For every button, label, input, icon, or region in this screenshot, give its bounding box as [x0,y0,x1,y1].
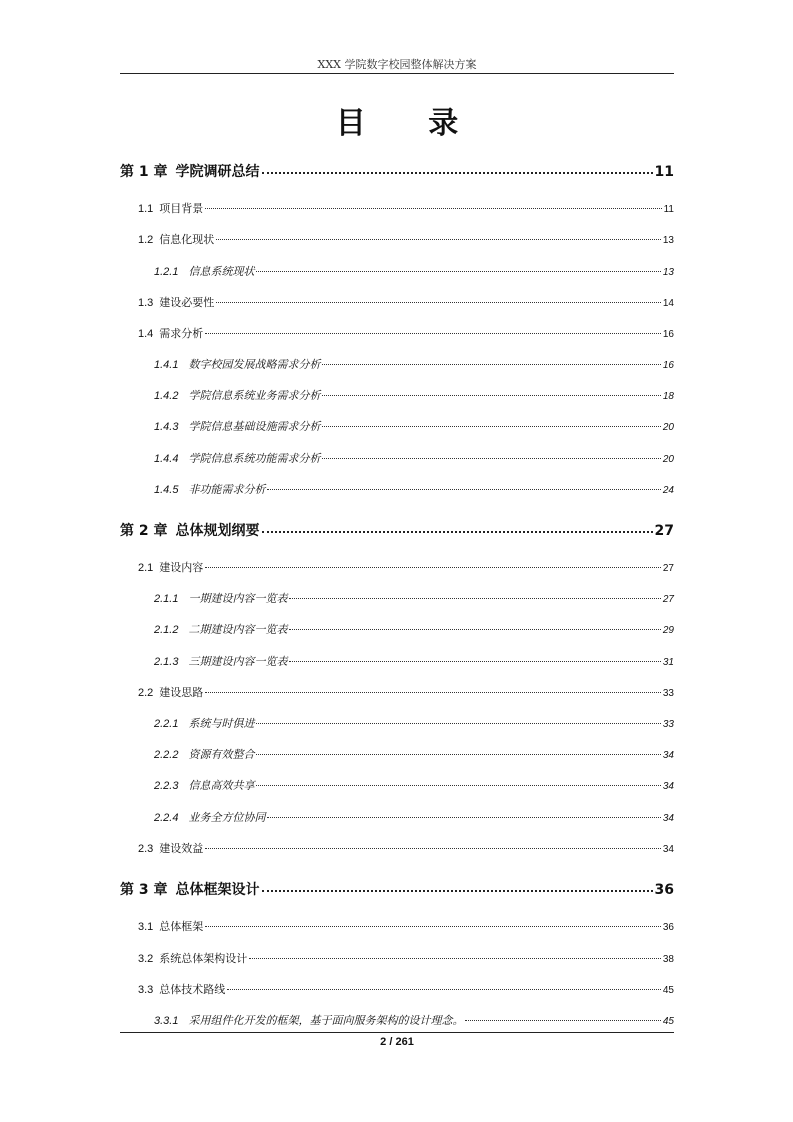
dot-leader [216,232,661,243]
toc-section-entry[interactable] [138,200,674,216]
toc-entry-label [154,746,254,762]
toc-entry-number: 1.4.5 [154,484,179,496]
toc-subsection-entry[interactable] [154,356,674,372]
page-header: XXX 学院数字校园整体解决方案 [317,58,477,71]
toc-entry-number: 1.4.2 [154,390,179,402]
toc-entry-label [154,1012,463,1028]
toc-entry-text: 建设必要性 [159,296,215,309]
toc-entry-label [138,981,225,997]
dot-leader [322,451,660,462]
toc-entry-page: 34 [662,750,674,761]
toc-section-entry[interactable] [138,294,674,310]
toc-entry-text: 总体规划纲要 [175,523,260,539]
toc-entry-number: 2.2 [138,687,154,699]
toc-entry-page: 45 [662,985,674,996]
toc-entry-text: 建设思路 [159,686,204,699]
toc-entry-label [154,481,265,497]
dot-leader [216,295,661,306]
toc-entry-page: 20 [662,422,674,433]
toc-entry-page: 38 [662,954,674,965]
toc-entry-page: 16 [662,329,674,340]
toc-entry-number: 2.1.2 [154,624,179,636]
toc-entry-page: 16 [662,360,674,371]
toc-entry-label [154,653,287,669]
toc-entry-page: 33 [662,688,674,699]
toc-entry-label [154,263,254,279]
toc-entry-page: 36 [654,882,674,898]
toc-entry-text: 数字校园发展战略需求分析 [188,358,321,371]
toc-chapter-entry[interactable] [120,879,674,899]
footer-divider [120,1032,674,1033]
toc-entry-text: 资源有效整合 [188,748,255,761]
toc-subsection-entry[interactable] [154,746,674,762]
toc-section-entry[interactable] [138,325,674,341]
toc-entry-text: 一期建设内容一览表 [188,592,288,605]
toc-entry-number: 2.1.3 [154,656,179,668]
toc-entry-page: 13 [662,235,674,246]
toc-entry-text: 学院信息系统功能需求分析 [188,452,321,465]
toc-entry-label [138,950,247,966]
toc-entry-number: 1.4.4 [154,453,179,465]
toc-entry-label [154,418,320,434]
toc-entry-label [138,231,214,247]
toc-entry-label [154,715,254,731]
toc-entry-number: 3.3 [138,984,154,996]
toc-entry-number: 1.1 [138,203,154,215]
toc-entry-number: 第 1 章 [120,164,168,180]
toc-entry-label [154,387,320,403]
dot-leader [289,654,660,665]
toc-entry-text: 总体框架 [159,920,204,933]
toc-entry-text: 信息化现状 [159,233,215,246]
dot-leader [267,810,660,821]
toc-subsection-entry[interactable] [154,450,674,466]
toc-subsection-entry[interactable] [154,715,674,731]
toc-entry-number: 3.1 [138,921,154,933]
toc-entry-page: 27 [662,594,674,605]
toc-title: 目 录 [335,106,485,141]
toc-entry-number: 3.3.1 [154,1015,179,1027]
toc-entry-label [154,777,254,793]
toc-entry-page: 18 [662,391,674,402]
dot-leader [256,716,660,727]
toc-entry-number: 2.2.4 [154,812,179,824]
toc-entry-label [154,356,320,372]
toc-entry-number: 1.2 [138,234,154,246]
toc-entry-label [154,621,287,637]
toc-subsection-entry[interactable] [154,621,674,637]
dot-leader [205,841,661,852]
toc-entry-page: 45 [662,1016,674,1027]
toc-entry-text: 非功能需求分析 [188,483,266,496]
toc-entry-number: 1.4.1 [154,359,179,371]
dot-leader [465,1013,660,1024]
toc-entry-text: 需求分析 [159,327,204,340]
dot-leader [205,201,661,212]
toc-entry-label [120,879,260,899]
toc-entry-page: 34 [662,813,674,824]
toc-subsection-entry[interactable] [154,590,674,606]
toc-subsection-entry[interactable] [154,653,674,669]
toc-entry-page: 11 [654,164,674,180]
toc-entry-text: 三期建设内容一览表 [188,655,288,668]
toc-entry-text: 总体技术路线 [159,983,226,996]
dot-leader [249,951,661,962]
dot-leader [322,419,660,430]
toc-entry-text: 业务全方位协同 [188,811,266,824]
toc-entry-text: 学院信息系统业务需求分析 [188,389,321,402]
toc-entry-label [120,161,260,181]
toc-entry-text: 建设内容 [159,561,204,574]
toc-entry-text: 学院信息基础设施需求分析 [188,420,321,433]
toc-entry-label [138,559,203,575]
toc-entry-text: 系统与时俱进 [188,717,255,730]
toc-subsection-entry[interactable] [154,263,674,279]
dot-leader [205,685,661,696]
toc-entry-page: 27 [662,563,674,574]
toc-entry-text: 总体框架设计 [175,882,260,898]
toc-entry-page: 27 [654,523,674,539]
dot-leader [289,622,660,633]
page-number: 2 / 261 [380,1036,414,1048]
toc-section-entry[interactable] [138,684,674,700]
toc-entry-page: 24 [662,485,674,496]
toc-entry-page: 13 [662,267,674,278]
toc-entry-label [138,294,214,310]
toc-entry-number: 2.3 [138,843,154,855]
toc-entry-text: 二期建设内容一览表 [188,623,288,636]
toc-entry-number: 第 2 章 [120,523,168,539]
toc-subsection-entry[interactable] [154,1012,674,1028]
toc-entry-number: 1.4 [138,328,154,340]
toc-entry-number: 3.2 [138,953,154,965]
dot-leader [262,521,653,535]
toc-subsection-entry[interactable] [154,809,674,825]
toc-chapter-entry[interactable] [120,161,674,181]
toc-section-entry[interactable] [138,950,674,966]
toc-entry-number: 2.2.3 [154,780,179,792]
dot-leader [322,357,660,368]
toc-entry-label [154,809,265,825]
toc-section-entry[interactable] [138,918,674,934]
toc-subsection-entry[interactable] [154,777,674,793]
toc-section-entry[interactable] [138,231,674,247]
toc-entry-page: 14 [662,298,674,309]
toc-entry-page: 29 [662,625,674,636]
dot-leader [205,326,661,337]
toc-entry-number: 1.2.1 [154,266,179,278]
toc-entry-number: 2.2.1 [154,718,179,730]
toc-entry-label [138,684,203,700]
header-divider [120,73,674,74]
toc-entry-text: 项目背景 [159,202,204,215]
toc-subsection-entry[interactable] [154,481,674,497]
toc-entry-page: 36 [662,922,674,933]
toc-entry-page: 33 [662,719,674,730]
toc-entry-text: 建设效益 [159,842,204,855]
dot-leader [322,388,660,399]
toc-entry-page: 34 [662,844,674,855]
toc-entry-text: 信息系统现状 [188,265,255,278]
toc-section-entry[interactable] [138,981,674,997]
dot-leader [256,747,660,758]
toc-section-entry[interactable] [138,559,674,575]
dot-leader [205,919,661,930]
toc-subsection-entry[interactable] [154,418,674,434]
toc-entry-text: 采用组件化开发的框架，基于面向服务架构的设计理念。 [188,1014,464,1027]
dot-leader [205,560,661,571]
toc-entry-text: 系统总体架构设计 [159,952,248,965]
toc-entry-label [154,590,287,606]
dot-leader [227,982,661,993]
toc-entry-number: 2.2.2 [154,749,179,761]
dot-leader [289,591,660,602]
dot-leader [256,264,660,275]
toc-entry-label [138,200,203,216]
dot-leader [262,162,653,176]
toc-entry-label [120,520,260,540]
toc-entry-number: 2.1 [138,562,154,574]
toc-section-entry[interactable] [138,840,674,856]
toc-subsection-entry[interactable] [154,387,674,403]
toc-entry-number: 第 3 章 [120,882,168,898]
toc-chapter-entry[interactable] [120,520,674,540]
toc-entry-label [154,450,320,466]
toc-entry-label [138,840,203,856]
dot-leader [256,778,660,789]
toc-entry-text: 信息高效共享 [188,779,255,792]
toc-entry-number: 2.1.1 [154,593,179,605]
toc-entry-number: 1.4.3 [154,421,179,433]
dot-leader [262,880,653,894]
toc-entry-page: 11 [663,204,674,215]
toc-entry-page: 34 [662,781,674,792]
dot-leader [267,482,660,493]
toc-entry-page: 31 [662,657,674,668]
toc-entry-text: 学院调研总结 [175,164,260,180]
toc-entry-page: 20 [662,454,674,465]
toc-entry-label [138,325,203,341]
toc-entry-label [138,918,203,934]
toc-entry-number: 1.3 [138,297,154,309]
